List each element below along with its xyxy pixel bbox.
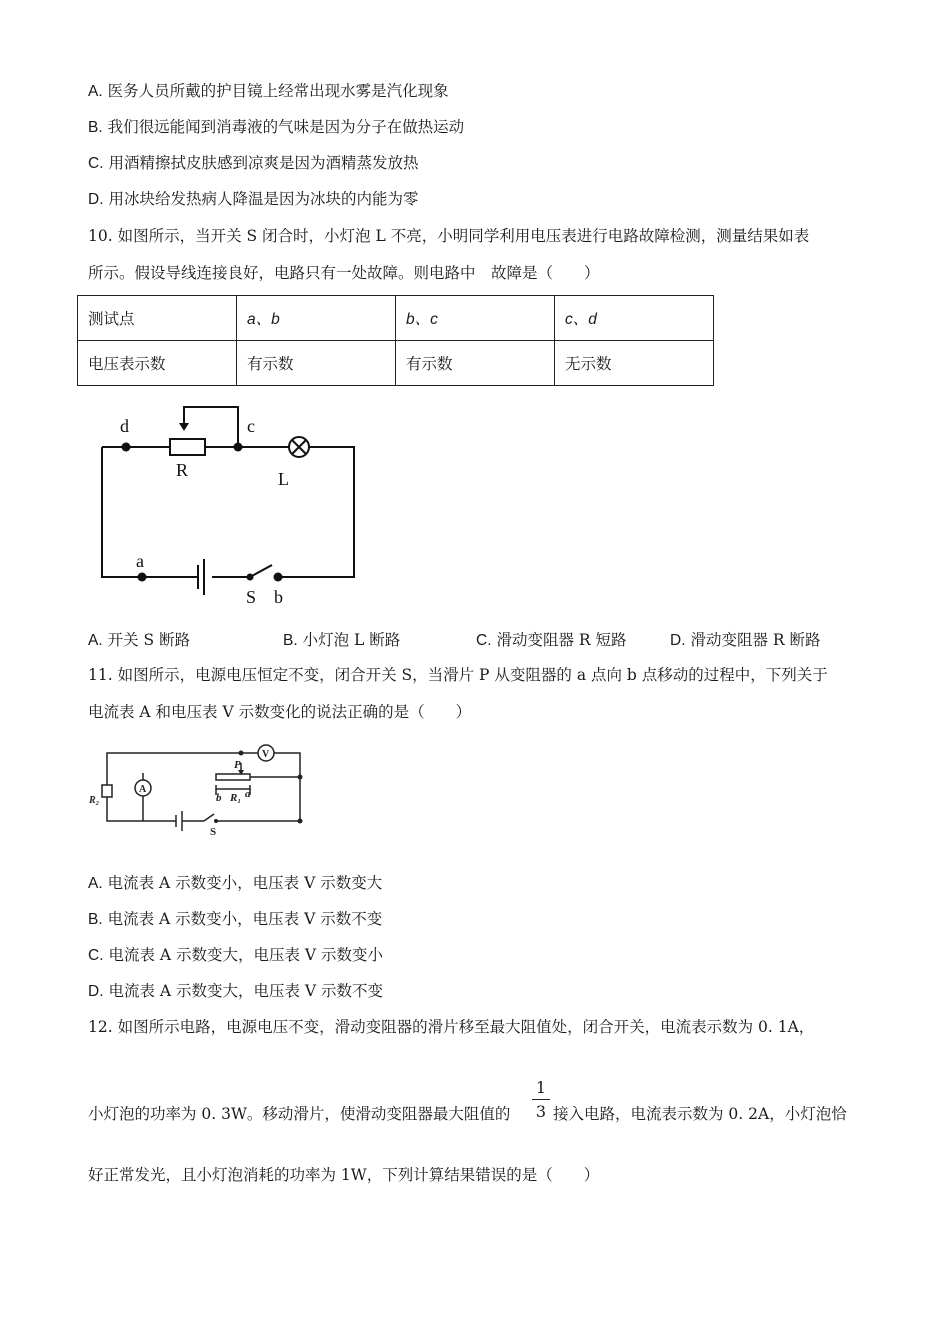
q10-option-b: B. 小灯泡 L 断路 xyxy=(283,631,401,649)
label-b: b xyxy=(216,792,222,804)
q10-stem-line1: 10. 如图所示，当开关 S 闭合时，小灯泡 L 不亮，小明同学利用电压表进行电路故障检测，测量结果如表 xyxy=(88,227,810,245)
table-cell: 电压表示数 xyxy=(78,341,237,386)
q9-option-a: A. 医务人员所戴的护目镜上经常出现水雾是汽化现象 xyxy=(88,82,449,100)
table-cell: 有示数 xyxy=(396,341,555,386)
table-cell: 有示数 xyxy=(237,341,396,386)
table-cell: b、c xyxy=(396,296,555,341)
label-a: a xyxy=(136,551,144,571)
table-cell: 无示数 xyxy=(555,341,714,386)
table-cell: 测试点 xyxy=(78,296,237,341)
fraction-denominator: 3 xyxy=(535,1102,547,1121)
label-r: R xyxy=(176,460,189,480)
q11-stem-line2: 电流表 A 和电压表 V 示数变化的说法正确的是（ ） xyxy=(88,703,472,721)
label-v: V xyxy=(262,749,270,760)
label-l: L xyxy=(278,469,289,489)
q11-option-a: A. 电流表 A 示数变小，电压表 V 示数变大 xyxy=(88,874,383,892)
q10-stem-line2: 所示。假设导线连接良好，电路只有一处故障。则电路中 故障是（ ） xyxy=(88,264,600,282)
q12-stem-line2b: 接入电路，电流表示数为 0. 2A，小灯泡恰 xyxy=(553,1105,847,1123)
label-s: S xyxy=(246,587,257,607)
label-r1: R₁ xyxy=(230,792,242,804)
label-d: d xyxy=(120,416,129,436)
q11-option-d: D. 电流表 A 示数变大，电压表 V 示数不变 xyxy=(88,982,384,1000)
q12-stem-line3: 好正常发光，且小灯泡消耗的功率为 1W，下列计算结果错误的是（ ） xyxy=(88,1166,600,1184)
fraction-bar xyxy=(532,1099,550,1100)
q9-option-d: D. 用冰块给发热病人降温是因为冰块的内能为零 xyxy=(88,190,419,208)
label-s: S xyxy=(210,826,217,838)
q12-stem-line2a: 小灯泡的功率为 0. 3W。移动滑片，使滑动变阻器最大阻值的 xyxy=(88,1105,511,1123)
table-row xyxy=(78,296,714,341)
q11-stem-line1: 11. 如图所示，电源电压恒定不变，闭合开关 S，当滑片 P 从变阻器的 a 点向 b 点移动的过程中，下列关于 xyxy=(88,666,828,684)
fraction-numerator: 1 xyxy=(535,1078,547,1097)
q10-table xyxy=(77,295,714,386)
q11-circuit-figure xyxy=(86,737,308,839)
table-cell: c、d xyxy=(555,296,714,341)
q12-stem-line1: 12. 如图所示电路，电源电压不变，滑动变阻器的滑片移至最大阻值处，闭合开关，电流表示数为 0. 1A， xyxy=(88,1018,815,1036)
label-a: a xyxy=(245,788,251,800)
label-r2: R₂ xyxy=(89,795,100,806)
label-a-meter: A xyxy=(139,784,147,795)
fraction-one-third xyxy=(532,1078,550,1121)
q10-option-c: C. 滑动变阻器 R 短路 xyxy=(476,631,627,649)
table-row xyxy=(78,341,714,386)
label-c: c xyxy=(247,416,255,436)
q10-option-a: A. 开关 S 断路 xyxy=(88,631,191,649)
q9-option-c: C. 用酒精擦拭皮肤感到凉爽是因为酒精蒸发放热 xyxy=(88,154,419,172)
q11-option-c: C. 电流表 A 示数变大，电压表 V 示数变小 xyxy=(88,946,384,964)
label-p: P xyxy=(234,759,241,771)
q9-option-b: B. 我们很远能闻到消毒液的气味是因为分子在做热运动 xyxy=(88,118,465,136)
q11-option-b: B. 电流表 A 示数变小，电压表 V 示数不变 xyxy=(88,910,383,928)
q10-circuit-figure xyxy=(90,395,370,610)
label-b: b xyxy=(274,587,283,607)
table-cell: a、b xyxy=(237,296,396,341)
q10-option-d: D. 滑动变阻器 R 断路 xyxy=(670,631,821,649)
